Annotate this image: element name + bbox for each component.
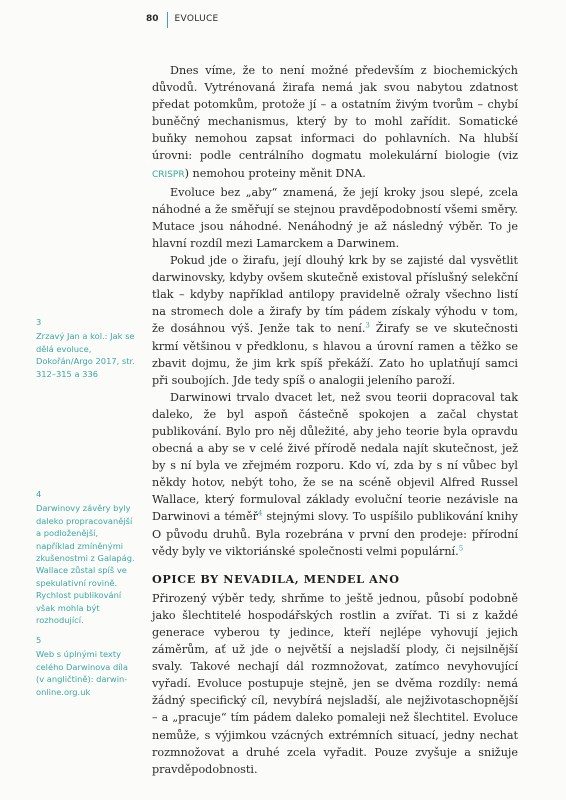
page-number: 80 xyxy=(146,14,159,24)
sidenote-text: Darwinovy závěry byly daleko propracovanější a podloženější, například zmíněnými zkušenostmi z Galapág. Wallace zůstal spíš ve spekulativní rovině. Rychlost publikování však mohla být rozhodující. xyxy=(36,503,135,626)
sidenote-number: 4 xyxy=(36,489,42,499)
footnote-ref-5[interactable]: 5 xyxy=(458,543,464,552)
sidenote-text: Zrzavý Jan a kol.: Jak se dělá evoluce, Dokořán/Argo 2017, str. 312–315 a 336 xyxy=(36,331,135,379)
paragraph-4-text-b: stejnými slovy. To uspíšilo publikování knihy O původu druhů. Byla rozebrána v první den prodeje: přírodní vědy byly ve viktoriánské společnosti velmi populární. xyxy=(152,510,518,558)
paragraph-4-text-a: Darwinowi trvalo dvacet let, než svou teorii dopracoval tak daleko, že byl aspoň částečně spokojen a začal chystat publikování. Bylo pro něj důležité, aby jeho teorie byla opravdu obecná a aby se v celé živé přírodě nedala najít skutečnost, jež by s ní byla ve zřejmém rozporu. Kdo ví, zda by s ní vůbec byl někdy hotov, nebýt toho, že se na scéně objevil Alfred Russel Wallace, který formuloval základy evoluční teorie nezávisle na Darwinovi a téměř xyxy=(152,390,518,524)
paragraph-2: Evoluce bez „aby“ znamená, že její kroky jsou slepé, zcela náhodné a že směřují se stejnou pravděpodobností všemi směry. Mutace jsou náhodné. Nenáhodný je až následný výběr. To je hlavní rozdíl mezi Lamarckem a Darwinem. xyxy=(152,185,518,250)
paragraph-1-text-a: Dnes víme, že to není možné především z biochemických důvodů. Vytrénovaná žirafa nemá jak svou nabytou zdatnost předat potomkům, protože jí – a ostatním živým tvorům – chybí buněčný mechanismus, který by to mohl zařídit. Somatické buňky nemohou zapsat informaci do pohlavních. Na hlubší úrovni: podle centrálního dogmatu molekulární biologie (viz xyxy=(152,64,518,163)
sidenote-number: 5 xyxy=(36,635,42,645)
paragraph-5: Přirozený výběr tedy, shrňme to ještě jednou, působí podobně jako šlechtitelé hospodářských rostlin a zvířat. Ti si z každé generace vyberou ty jedince, kteří nejlépe vyhovují jejich záměrům, ať už jde o největší a nejsladší plody, či nejsilnější svaly. Takové nechají dál rozmnožovat, zatímco nevyhovující vyřadí. Evoluce postupuje stejně, jen se dvěma rozdíly: nemá žádný specifický cíl, nevybírá nejsladší, ale nejživotaschopnější – a „pracuje“ tím pádem daleko pomaleji než šlechtitel. Evoluce nemůže, s výjimkou vzácných extrémních situací, jedny nechat rozmnožovat a druhé zcela vyřadit. Pouze zvyšuje a snižuje pravděpodobnosti. xyxy=(152,591,518,776)
main-text-column xyxy=(152,62,518,778)
sidenote-5 xyxy=(36,634,138,698)
header-divider xyxy=(167,12,168,28)
sidenote-text[interactable]: Web s úplnými texty celého Darwinova díla (v angličtině): darwin-online.org.uk xyxy=(36,649,128,697)
crispr-link[interactable]: CRISPR xyxy=(152,169,185,180)
section-heading: OPICE BY NEVADILA, MENDEL ANO xyxy=(152,571,400,586)
footnote-ref-3[interactable]: 3 xyxy=(365,321,370,330)
paragraph-3 xyxy=(152,252,518,389)
page-header xyxy=(146,14,219,30)
sidenote-number: 3 xyxy=(36,317,42,327)
paragraph-4 xyxy=(152,389,518,560)
sidenote-4 xyxy=(36,488,138,626)
paragraph-1-text-b: ) nemohou proteiny měnit DNA. xyxy=(184,166,366,180)
sidenote-3 xyxy=(36,316,138,380)
paragraph-1 xyxy=(152,62,518,184)
footnote-ref-4[interactable]: 4 xyxy=(258,509,263,518)
paragraph-3-text-b: Žirafy se ve skutečnosti krmí většinou v předklonu, s hlavou a úrovní ramen a těžko se zbavit dojmu, že jim krk spíš překáží. Zato ho uplatňují samci při soubojích. Jde tedy spíš o analogii jeleního paroží. xyxy=(152,322,518,387)
running-section-title: EVOLUCE xyxy=(174,14,219,24)
paragraph-3-text-a: Pokud jde o žirafu, její dlouhý krk by se zajisté dal vysvětlit darwinovsky, kdyby ovšem skutečně existoval příslušný selekční tlak – kdyby například antilopy pravidelně ožraly všechno listí na stromech dole a žirafy by tím pádem získaly výhodu v tom, že dosáhnou výš. Jenže tak to není. xyxy=(152,254,518,336)
